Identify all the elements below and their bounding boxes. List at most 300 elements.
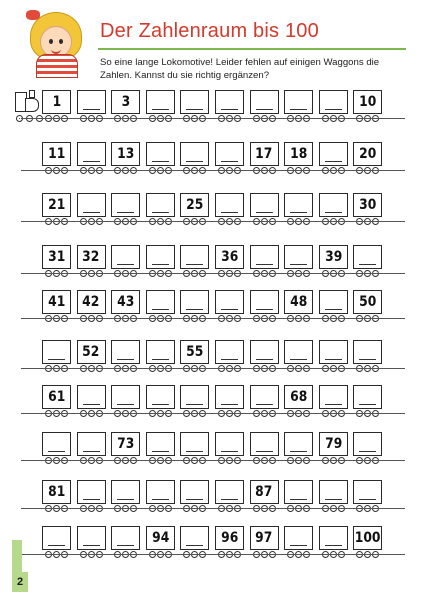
wagon-wheel	[218, 365, 225, 372]
wagon-answer-blank[interactable]	[180, 245, 209, 269]
wagon-answer-blank[interactable]	[284, 480, 313, 504]
wagon	[180, 290, 209, 324]
wagon-answer-blank[interactable]	[215, 90, 244, 114]
wagon	[319, 290, 348, 324]
wagon-wheel	[165, 410, 172, 417]
wagon-wheel	[130, 115, 137, 122]
wagon-wheel	[61, 505, 68, 512]
wagon-answer-blank[interactable]	[215, 385, 244, 409]
wagon-wheel	[322, 115, 329, 122]
wagon	[353, 90, 382, 124]
train-row	[17, 385, 409, 419]
wagon-answer-blank[interactable]	[180, 480, 209, 504]
wagon-wheel	[122, 457, 129, 464]
wagon-wheel	[234, 365, 241, 372]
answer-line	[186, 451, 203, 452]
wagon-wheel	[130, 457, 137, 464]
wagon-answer-blank[interactable]	[215, 340, 244, 364]
wagon	[77, 193, 106, 227]
wagon-wheel	[330, 410, 337, 417]
wagon-number-box	[250, 142, 279, 166]
wagon-wheel	[287, 365, 294, 372]
wagon	[146, 526, 175, 560]
wagon-wheel	[130, 410, 137, 417]
wagon-answer-blank[interactable]	[146, 340, 175, 364]
wagon-wheel	[287, 457, 294, 464]
wagon	[42, 290, 71, 324]
wagon	[77, 290, 106, 324]
answer-line	[83, 161, 100, 162]
wagon-answer-blank[interactable]	[284, 340, 313, 364]
wagon-answer-blank[interactable]	[180, 432, 209, 456]
wagon-wheel	[287, 551, 294, 558]
wagon-wheel	[234, 551, 241, 558]
answer-line	[152, 161, 169, 162]
wagon-answer-blank[interactable]	[319, 340, 348, 364]
wagon	[180, 432, 209, 466]
wagon-answer-blank[interactable]	[353, 480, 382, 504]
answer-line	[186, 161, 203, 162]
wagon-wheel	[157, 167, 164, 174]
wagon-answer-blank[interactable]	[180, 526, 209, 550]
wagon-number-box	[215, 526, 244, 550]
wagon-answer-blank[interactable]	[42, 526, 71, 550]
wagon	[319, 90, 348, 124]
wagon-answer-blank[interactable]	[77, 432, 106, 456]
wagon	[180, 90, 209, 124]
left-eye	[49, 39, 53, 44]
answer-line	[152, 109, 169, 110]
wagon-wheel	[295, 551, 302, 558]
wagon-wheel	[80, 167, 87, 174]
wagon	[42, 142, 71, 176]
wagon-wheel	[330, 551, 337, 558]
wagon-wheel	[218, 115, 225, 122]
wagon-wheel	[261, 218, 268, 225]
wagon-wheel	[149, 167, 156, 174]
wagon-wheel	[372, 505, 379, 512]
wagon-answer-blank[interactable]	[77, 385, 106, 409]
answer-line	[359, 264, 376, 265]
answer-line	[152, 212, 169, 213]
wagon-wheel	[253, 410, 260, 417]
wagon	[353, 526, 382, 560]
wagon-wheel	[149, 505, 156, 512]
wagon-answer-blank[interactable]	[77, 526, 106, 550]
wagon-wheel	[53, 365, 60, 372]
wagon-wheel	[122, 218, 129, 225]
wagon-wheel	[80, 457, 87, 464]
wagon-wheel	[53, 410, 60, 417]
answer-line	[221, 499, 238, 500]
answer-line	[256, 212, 273, 213]
wagon-wheel	[114, 167, 121, 174]
wagon-wheel	[191, 167, 198, 174]
wagon-answer-blank[interactable]	[215, 193, 244, 217]
wagon-wheel	[364, 218, 371, 225]
answer-line	[290, 359, 307, 360]
wagon	[77, 142, 106, 176]
wagon	[146, 385, 175, 419]
wagon-wheel	[253, 270, 260, 277]
train-row	[17, 90, 409, 124]
wagon-answer-blank[interactable]	[319, 480, 348, 504]
wagon-wheel	[88, 505, 95, 512]
wagon	[284, 385, 313, 419]
wagon-answer-blank[interactable]	[146, 193, 175, 217]
train-row	[17, 193, 409, 227]
wagon-answer-blank[interactable]	[353, 245, 382, 269]
wagon-wheel	[226, 315, 233, 322]
wagon-number-box	[180, 340, 209, 364]
wagon-wheel	[269, 365, 276, 372]
wagon-wheel	[372, 167, 379, 174]
wagon-wheel	[191, 115, 198, 122]
answer-line	[186, 309, 203, 310]
wagon	[146, 432, 175, 466]
wagon-wheel	[61, 551, 68, 558]
wagon-wheel	[199, 315, 206, 322]
wagon-answer-blank[interactable]	[215, 480, 244, 504]
wagon-answer-blank[interactable]	[319, 290, 348, 314]
answer-line	[256, 451, 273, 452]
wagon-wheel	[53, 115, 60, 122]
wagon	[250, 385, 279, 419]
wagon-wheel	[191, 270, 198, 277]
wagon-wheel	[218, 410, 225, 417]
wagon-wheel	[295, 410, 302, 417]
wagon	[250, 432, 279, 466]
wagon-wheel	[88, 365, 95, 372]
wagon-wheel	[191, 410, 198, 417]
answer-line	[117, 404, 134, 405]
wagon-wheel	[303, 410, 310, 417]
wagon-wheel	[114, 218, 121, 225]
wagon	[250, 245, 279, 279]
wagon-number: 81	[47, 484, 66, 500]
wagon-answer-blank[interactable]	[42, 432, 71, 456]
wagon	[180, 193, 209, 227]
wagon-number-box	[319, 432, 348, 456]
wagon-number: 25	[186, 197, 204, 213]
wagon-wheel	[130, 315, 137, 322]
wagon-wheel	[80, 270, 87, 277]
wagon-answer-blank[interactable]	[319, 90, 348, 114]
wagon-answer-blank[interactable]	[250, 290, 279, 314]
wagon-answer-blank[interactable]	[284, 526, 313, 550]
wagon	[319, 193, 348, 227]
wagon-wheel	[191, 218, 198, 225]
wagon-number-box	[250, 480, 279, 504]
wagon-wheel	[287, 218, 294, 225]
wagon-answer-blank[interactable]	[319, 526, 348, 550]
wagon-wheel	[322, 505, 329, 512]
wagon-answer-blank[interactable]	[111, 245, 140, 269]
wagon-wheel	[130, 218, 137, 225]
locomotive-stack	[29, 90, 35, 98]
wagon-wheel	[122, 270, 129, 277]
wagon-wheel	[96, 365, 103, 372]
wagon-number: 32	[82, 249, 100, 265]
wagon-number-box	[42, 245, 71, 269]
wagon	[111, 142, 140, 176]
answer-line	[256, 404, 273, 405]
wagon-wheel	[88, 167, 95, 174]
wagon-number: 68	[290, 389, 308, 405]
wagon-answer-blank[interactable]	[146, 432, 175, 456]
wagon-answer-blank[interactable]	[146, 290, 175, 314]
wagon-wheel	[295, 457, 302, 464]
wagon	[111, 290, 140, 324]
answer-line	[325, 212, 342, 213]
wagon-answer-blank[interactable]	[146, 90, 175, 114]
wagon-wheel	[287, 505, 294, 512]
wagon-number: 11	[47, 146, 66, 162]
wagon-answer-blank[interactable]	[250, 432, 279, 456]
wagon-wheel	[199, 365, 206, 372]
wagon-wheel	[303, 457, 310, 464]
wagon-number-box	[42, 142, 71, 166]
wagon-wheel	[218, 167, 225, 174]
wagon-wheel	[226, 167, 233, 174]
wagon-wheel	[183, 315, 190, 322]
wagon	[77, 432, 106, 466]
locomotive-wheel	[26, 115, 33, 122]
wagon	[250, 480, 279, 514]
wagon-number: 41	[47, 294, 66, 310]
wagon-answer-blank[interactable]	[111, 526, 140, 550]
wagon-wheel	[218, 218, 225, 225]
wagon	[250, 526, 279, 560]
wagon-wheel	[149, 270, 156, 277]
wagon-wheel	[226, 115, 233, 122]
wagon-answer-blank[interactable]	[111, 480, 140, 504]
wagon-wheel	[295, 167, 302, 174]
wagon-number: 20	[359, 146, 377, 162]
wagon-wheel	[53, 505, 60, 512]
wagon	[146, 142, 175, 176]
wagon-wheel	[338, 167, 345, 174]
answer-line	[325, 109, 342, 110]
wagon-wheel	[45, 115, 52, 122]
wagon-wheel	[234, 410, 241, 417]
wagon-wheel	[338, 505, 345, 512]
wagon-answer-blank[interactable]	[284, 432, 313, 456]
wagon-wheel	[45, 218, 52, 225]
wagon-wheel	[269, 218, 276, 225]
wagon-answer-blank[interactable]	[77, 142, 106, 166]
wagon-wheel	[88, 410, 95, 417]
answer-line	[325, 161, 342, 162]
wagon-wheel	[165, 365, 172, 372]
wagon-wheel	[269, 505, 276, 512]
wagon-wheel	[61, 365, 68, 372]
wagon-wheel	[356, 270, 363, 277]
answer-line	[83, 451, 100, 452]
wagon	[42, 245, 71, 279]
wagon	[215, 290, 244, 324]
wagon-answer-blank[interactable]	[111, 385, 140, 409]
wagon-answer-blank[interactable]	[215, 142, 244, 166]
wagon-answer-blank[interactable]	[180, 90, 209, 114]
wagon-wheel	[330, 457, 337, 464]
wagon-wheel	[269, 167, 276, 174]
wagon-number: 18	[290, 146, 308, 162]
wagon-wheel	[61, 315, 68, 322]
wagon-wheel	[45, 457, 52, 464]
wagon-wheel	[183, 551, 190, 558]
wagon	[319, 480, 348, 514]
wagon-wheel	[287, 315, 294, 322]
wagon-answer-blank[interactable]	[111, 193, 140, 217]
wagon-number-box	[284, 142, 313, 166]
wagon-number: 97	[255, 530, 273, 546]
wagon-wheel	[61, 167, 68, 174]
wagon-number-box	[77, 245, 106, 269]
wagon-answer-blank[interactable]	[180, 385, 209, 409]
wagon-answer-blank[interactable]	[146, 385, 175, 409]
wagon-number: 43	[117, 294, 135, 310]
wagon-wheel	[61, 410, 68, 417]
wagon	[250, 193, 279, 227]
wagon-wheel	[338, 457, 345, 464]
wagon-wheel	[261, 270, 268, 277]
wagon-answer-blank[interactable]	[77, 480, 106, 504]
wagon-wheel	[269, 315, 276, 322]
answer-line	[221, 212, 238, 213]
wagon-number: 55	[186, 344, 204, 360]
wagon-wheel	[45, 505, 52, 512]
wagon-answer-blank[interactable]	[146, 142, 175, 166]
wagon-answer-blank[interactable]	[284, 90, 313, 114]
wagon-answer-blank[interactable]	[77, 193, 106, 217]
wagon-answer-blank[interactable]	[42, 340, 71, 364]
answer-line	[256, 359, 273, 360]
wagon-number-box	[353, 526, 382, 550]
answer-line	[152, 499, 169, 500]
wagon-wheel	[364, 551, 371, 558]
wagon-answer-blank[interactable]	[180, 290, 209, 314]
answer-line	[152, 309, 169, 310]
wagon	[284, 193, 313, 227]
wagon-wheel	[80, 410, 87, 417]
wagon	[215, 193, 244, 227]
wagon	[111, 193, 140, 227]
wagon-wheel	[183, 270, 190, 277]
wagon-wheel	[364, 457, 371, 464]
wagon-answer-blank[interactable]	[111, 340, 140, 364]
wagon-wheel	[261, 457, 268, 464]
wagon-answer-blank[interactable]	[319, 193, 348, 217]
wagon-wheel	[372, 315, 379, 322]
wagon-answer-blank[interactable]	[146, 245, 175, 269]
wagon-answer-blank[interactable]	[215, 432, 244, 456]
wagon	[215, 340, 244, 374]
wagon-wheel	[96, 505, 103, 512]
answer-line	[221, 109, 238, 110]
wagon-number: 36	[220, 249, 239, 265]
wagon-wheel	[356, 410, 363, 417]
train-row	[17, 526, 409, 560]
wagon	[319, 526, 348, 560]
wagon-wheel	[199, 218, 206, 225]
wagon-number-box	[284, 290, 313, 314]
wagon-number-box	[180, 193, 209, 217]
wagon-answer-blank[interactable]	[353, 432, 382, 456]
wagon-wheel	[80, 115, 87, 122]
wagon-answer-blank[interactable]	[319, 142, 348, 166]
wagon-number-box	[250, 526, 279, 550]
wagon	[284, 245, 313, 279]
wagon-number-box	[42, 90, 71, 114]
wagon-answer-blank[interactable]	[146, 480, 175, 504]
wagon-number: 79	[324, 436, 342, 452]
wagon-wheel	[165, 457, 172, 464]
wagon-number-box	[111, 142, 140, 166]
wagon-wheel	[122, 315, 129, 322]
wagon-wheel	[45, 315, 52, 322]
answer-line	[152, 451, 169, 452]
wagon-number: 100	[355, 530, 381, 546]
wagon-answer-blank[interactable]	[215, 290, 244, 314]
wagon-wheel	[45, 270, 52, 277]
wagon-wheel	[330, 167, 337, 174]
wagon-wheel	[356, 505, 363, 512]
wagon-wheel	[191, 505, 198, 512]
wagon	[215, 385, 244, 419]
wagon-wheel	[88, 115, 95, 122]
wagon-answer-blank[interactable]	[353, 385, 382, 409]
wagon-answer-blank[interactable]	[250, 340, 279, 364]
wagon-answer-blank[interactable]	[353, 340, 382, 364]
wagon-wheel	[191, 315, 198, 322]
wagon-answer-blank[interactable]	[77, 90, 106, 114]
wagon-wheel	[80, 551, 87, 558]
wagon-number-box	[77, 290, 106, 314]
wagon-wheel	[356, 115, 363, 122]
wagon-wheel	[330, 218, 337, 225]
wagon-wheel	[130, 270, 137, 277]
wagon-wheel	[157, 505, 164, 512]
right-eye	[59, 39, 63, 44]
wagon-number: 52	[82, 344, 100, 360]
wagon-answer-blank[interactable]	[284, 193, 313, 217]
wagon-wheel	[234, 315, 241, 322]
wagon	[111, 340, 140, 374]
wagon-wheel	[364, 167, 371, 174]
wagon-answer-blank[interactable]	[319, 385, 348, 409]
wagon-wheel	[226, 218, 233, 225]
wagon-wheel	[114, 457, 121, 464]
wagon-number: 96	[220, 530, 239, 546]
wagon-answer-blank[interactable]	[284, 245, 313, 269]
wagon-answer-blank[interactable]	[250, 90, 279, 114]
answer-line	[359, 359, 376, 360]
wagon-wheel	[157, 218, 164, 225]
wagon-wheel	[96, 551, 103, 558]
wagon-wheel	[330, 270, 337, 277]
wagon-wheel	[122, 365, 129, 372]
wagon-answer-blank[interactable]	[250, 245, 279, 269]
wagon-wheel	[322, 457, 329, 464]
wagon-answer-blank[interactable]	[250, 385, 279, 409]
wagon-wheel	[322, 167, 329, 174]
wagon-wheel	[183, 115, 190, 122]
wagon-answer-blank[interactable]	[180, 142, 209, 166]
wagon-wheel	[253, 115, 260, 122]
wagon-answer-blank[interactable]	[250, 193, 279, 217]
wagon-wheel	[165, 551, 172, 558]
